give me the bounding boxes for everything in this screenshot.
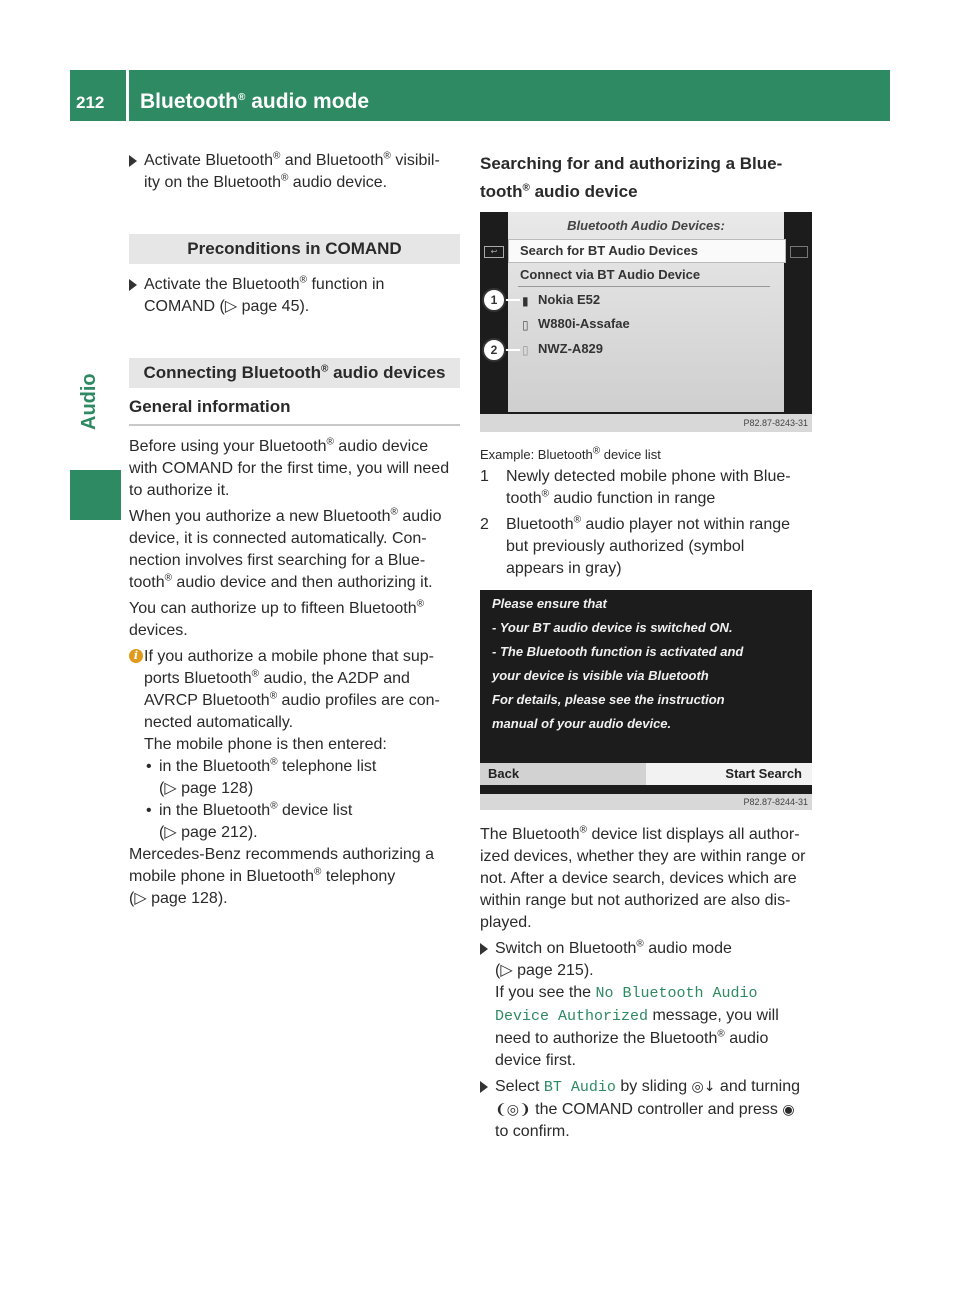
connecting-heading: Connecting Bluetooth® audio devices (129, 358, 460, 388)
device-list-screenshot (480, 212, 812, 432)
callout-line (506, 349, 520, 351)
info-note: i If you authorize a mobile phone that sup- ports Bluetooth® audio, the A2DP and AVRCP Bluetooth® audio profiles are con- nected automatically. The mobile phone is then entered: • in the Bluetooth® telephone list (▷ page 128) • in the Bluetooth® device list (▷ page 212). (129, 646, 460, 844)
paragraph-recommends: Mercedes-Benz recommends authorizing a mobile phone in Bluetooth® telephony (▷ page 128). (129, 846, 435, 907)
page-ref-link[interactable]: page 128) (181, 780, 254, 797)
general-info-heading: General information (129, 396, 460, 426)
step-switch-on: Switch on Bluetooth® audio mode (▷ page 215). If you see the No Bluetooth Audio Device Authorized message, you will need to authorize the Bluetooth® audio device first. (480, 938, 812, 1072)
back-button[interactable]: Back (488, 766, 520, 781)
footnote-number: 1 (480, 468, 489, 485)
footnote-2: 2 Bluetooth® audio player not within range but previously authorized (symbol appears in gray) (480, 514, 791, 577)
device-item-w880i[interactable]: W880i-Assafae (538, 316, 630, 331)
preconditions-heading: Preconditions in COMAND (129, 234, 460, 264)
left-column (129, 150, 460, 910)
callout-2: 2 (482, 338, 506, 362)
menu-item-connect[interactable]: Connect via BT Audio Device (520, 267, 701, 282)
info-entered-text: The mobile phone is then entered: (144, 736, 387, 753)
step-arrow-icon (129, 279, 137, 291)
step-activate-bluetooth: Activate Bluetooth® and Bluetooth® visibil- ity on the Bluetooth® audio device. (129, 150, 460, 194)
turn-controller-icon: ❨◎❩ (495, 1102, 531, 1118)
menu-item-search[interactable]: Search for BT Audio Devices (520, 243, 698, 258)
image-code: P82.87-8243-31 (480, 414, 812, 432)
footnote-1: 1 Newly detected mobile phone with Blue- tooth® audio function in range (480, 468, 791, 507)
ensure-message-screenshot (480, 590, 812, 810)
message-line: manual of your audio device. (492, 716, 672, 731)
device-list-panel (508, 212, 784, 412)
paragraph-before-using: Before using your Bluetooth® audio device with COMAND for the first time, you will need to authorize it. (129, 436, 450, 499)
start-search-button[interactable]: Start Search (646, 763, 812, 785)
list-item: • in the Bluetooth® telephone list (▷ page 128) (144, 756, 460, 800)
audio-device-icon: ▯ (522, 318, 529, 332)
slide-controller-icon: ◎↓ (691, 1079, 716, 1095)
figure-caption: Example: Bluetooth® device list (480, 445, 661, 462)
step-activate-function: Activate the Bluetooth® function in COMAND (▷ page 45). (129, 274, 460, 318)
message-line: Please ensure that (492, 596, 607, 611)
device-item-nwz[interactable]: NWZ-A829 (538, 341, 604, 356)
page-number: 212 (76, 93, 105, 112)
press-controller-icon: ◉ (782, 1102, 795, 1118)
message-line: - The Bluetooth function is activated and (492, 644, 744, 659)
step-select-bt-audio: Select BT Audio by sliding ◎↓ and turning ❨◎❩ the COMAND controller and press ◉ to confirm. (480, 1076, 812, 1143)
paragraph-fifteen-devices: You can authorize up to fifteen Bluetooth® devices. (129, 598, 424, 639)
message-line: your device is visible via Bluetooth (492, 668, 709, 683)
message-line: - Your BT audio device is switched ON. (492, 620, 733, 635)
page-ref-link[interactable]: page 215). (517, 962, 594, 979)
audio-device-gray-icon: ▯ (522, 343, 529, 357)
callout-1: 1 (482, 288, 506, 312)
page-ref-link[interactable]: page 45). (241, 298, 310, 315)
scroll-icon (790, 246, 808, 258)
device-item-nokia[interactable]: Nokia E52 (538, 292, 601, 307)
footnote-number: 2 (480, 516, 489, 533)
page-ref-link[interactable]: page 128). (151, 890, 228, 907)
display-message-text: Device Authorized (495, 1008, 649, 1025)
phone-icon: ▮ (522, 294, 529, 308)
callout-line (506, 299, 520, 301)
info-icon: i (129, 649, 143, 663)
step-arrow-icon (480, 943, 488, 955)
section-marker (70, 470, 121, 520)
step-arrow-icon (480, 1081, 488, 1093)
header-separator (126, 70, 129, 121)
section-side-label: Audio (78, 373, 100, 430)
display-message-text: No Bluetooth Audio (595, 985, 758, 1002)
right-column-bottom (480, 824, 812, 1143)
image-code: P82.87-8244-31 (480, 794, 812, 810)
display-menu-text: BT Audio (543, 1079, 616, 1096)
list-divider (518, 286, 770, 287)
paragraph-authorize-new: When you authorize a new Bluetooth® audio device, it is connected automatically. Con- nection involves first searching for a Blue- tooth® audio device and then authorizing it. (129, 506, 442, 591)
searching-heading: Searching for and authorizing a Blue- tooth® audio device (480, 150, 812, 214)
right-column-mid (480, 444, 812, 580)
step-arrow-icon (129, 155, 137, 167)
back-icon[interactable]: ↩ (484, 246, 504, 258)
page-ref-link[interactable]: page 212). (181, 824, 258, 841)
paragraph-device-list: The Bluetooth® device list displays all author- ized devices, whether they are within range or not. After a device search, devices which are within range but not authorized are also dis- played. (480, 824, 806, 931)
list-item: • in the Bluetooth® device list (▷ page 212). (144, 800, 460, 844)
page-title: Bluetooth® audio mode (140, 90, 370, 113)
right-column (480, 150, 812, 214)
screen-title: Bluetooth Audio Devices: (567, 218, 725, 233)
message-line: For details, please see the instruction (492, 692, 725, 707)
